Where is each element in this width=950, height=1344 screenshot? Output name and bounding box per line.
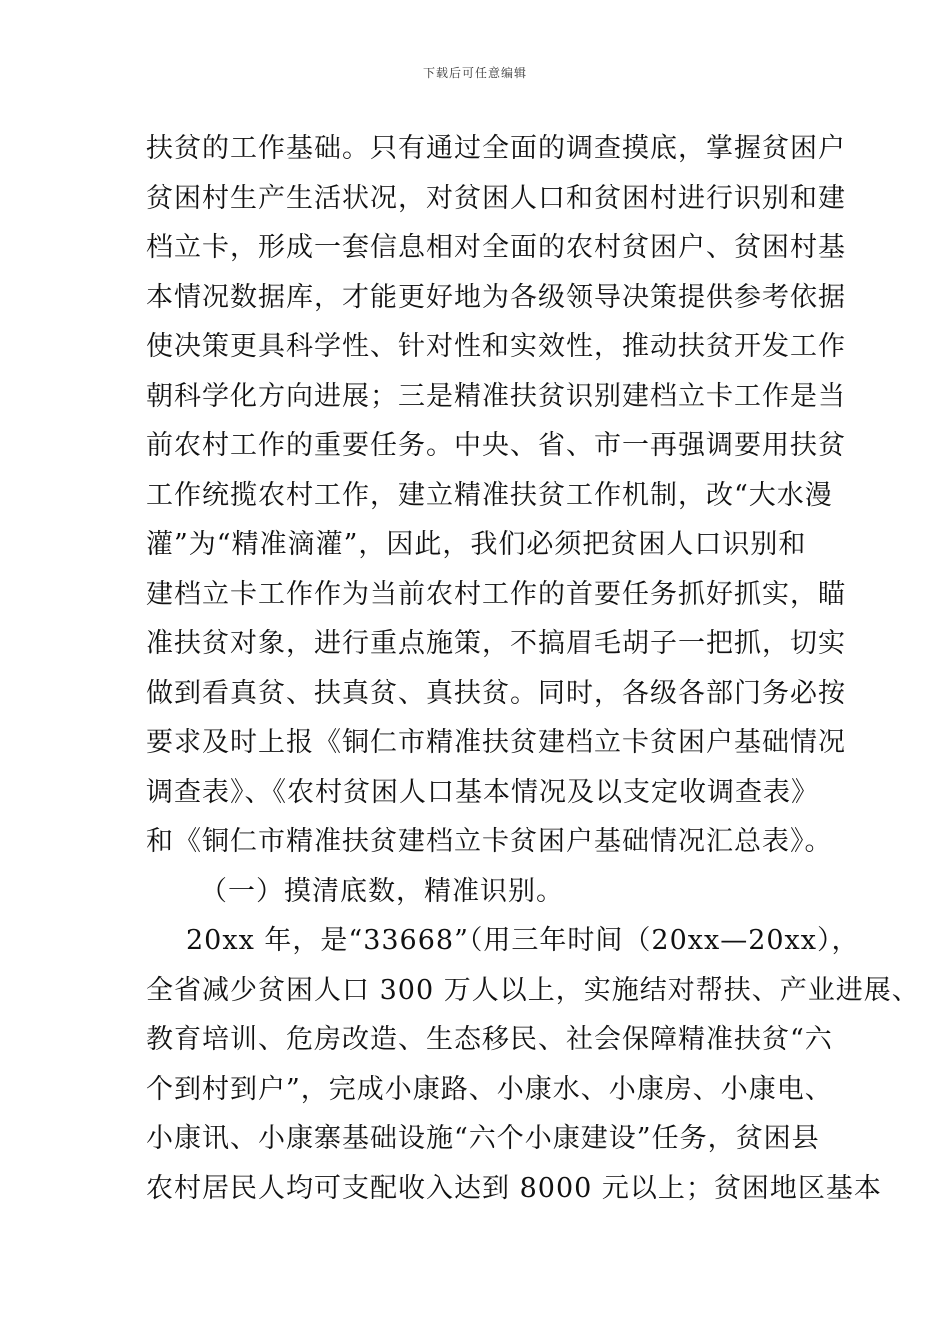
body-line: 贫困村生产生活状况，对贫困人口和贫困村进行识别和建 xyxy=(146,182,846,214)
body-line: 扶贫的工作基础。只有通过全面的调查摸底，掌握贫困户 xyxy=(146,133,846,164)
body-line: 做到看真贫、扶真贫、真扶贫。同时，各级各部门务必按 xyxy=(146,677,846,709)
body-line: 小康讯、小康寨基础设施“六个小康建设”任务，贫困县 xyxy=(146,1123,820,1154)
document-body xyxy=(146,124,920,1213)
body-line: 20xx 年，是“33668”（用三年时间（20xx—20xx）， xyxy=(186,925,860,956)
body-line: 全省减少贫困人口 300 万人以上，实施结对帮扶、产业进展、 xyxy=(146,974,920,1006)
body-line: 建档立卡工作作为当前农村工作的首要任务抓好抓实，瞄 xyxy=(146,578,846,610)
body-line: 调查表》、《农村贫困人口基本情况及以支定收调查表》 xyxy=(146,776,819,808)
body-line: 工作统揽农村工作，建立精准扶贫工作机制，改“大水漫 xyxy=(146,479,833,511)
body-line: 农村居民人均可支配收入达到 8000 元以上；贫困地区基本 xyxy=(146,1172,882,1204)
body-line: 档立卡，形成一套信息相对全面的农村贫困户、贫困村基 xyxy=(146,232,846,263)
body-line: 灌”为“精准滴灌”，因此，我们必须把贫困人口识别和 xyxy=(146,529,807,560)
body-line: 本情况数据库，才能更好地为各级领导决策提供参考依据 xyxy=(146,281,846,313)
page-header: 下载后可任意编辑 xyxy=(422,66,527,80)
body-line: 和《铜仁市精准扶贫建档立卡贫困户基础情况汇总表》。 xyxy=(146,826,833,857)
section-heading: （一）摸清底数，精准识别。 xyxy=(200,875,564,907)
body-line: 准扶贫对象，进行重点施策，不搞眉毛胡子一把抓，切实 xyxy=(146,628,846,659)
body-line: 朝科学化方向进展；三是精准扶贫识别建档立卡工作是当 xyxy=(146,380,846,412)
body-line: 个到村到户”，完成小康路、小康水、小康房、小康电、 xyxy=(146,1073,833,1105)
body-line: 要求及时上报《铜仁市精准扶贫建档立卡贫困户基础情况 xyxy=(146,727,846,758)
body-line: 使决策更具科学性、针对性和实效性，推动扶贫开发工作 xyxy=(146,331,846,362)
body-line: 前农村工作的重要任务。中央、省、市一再强调要用扶贫 xyxy=(146,430,846,461)
body-line: 教育培训、危房改造、生态移民、社会保障精准扶贫“六 xyxy=(146,1024,833,1055)
